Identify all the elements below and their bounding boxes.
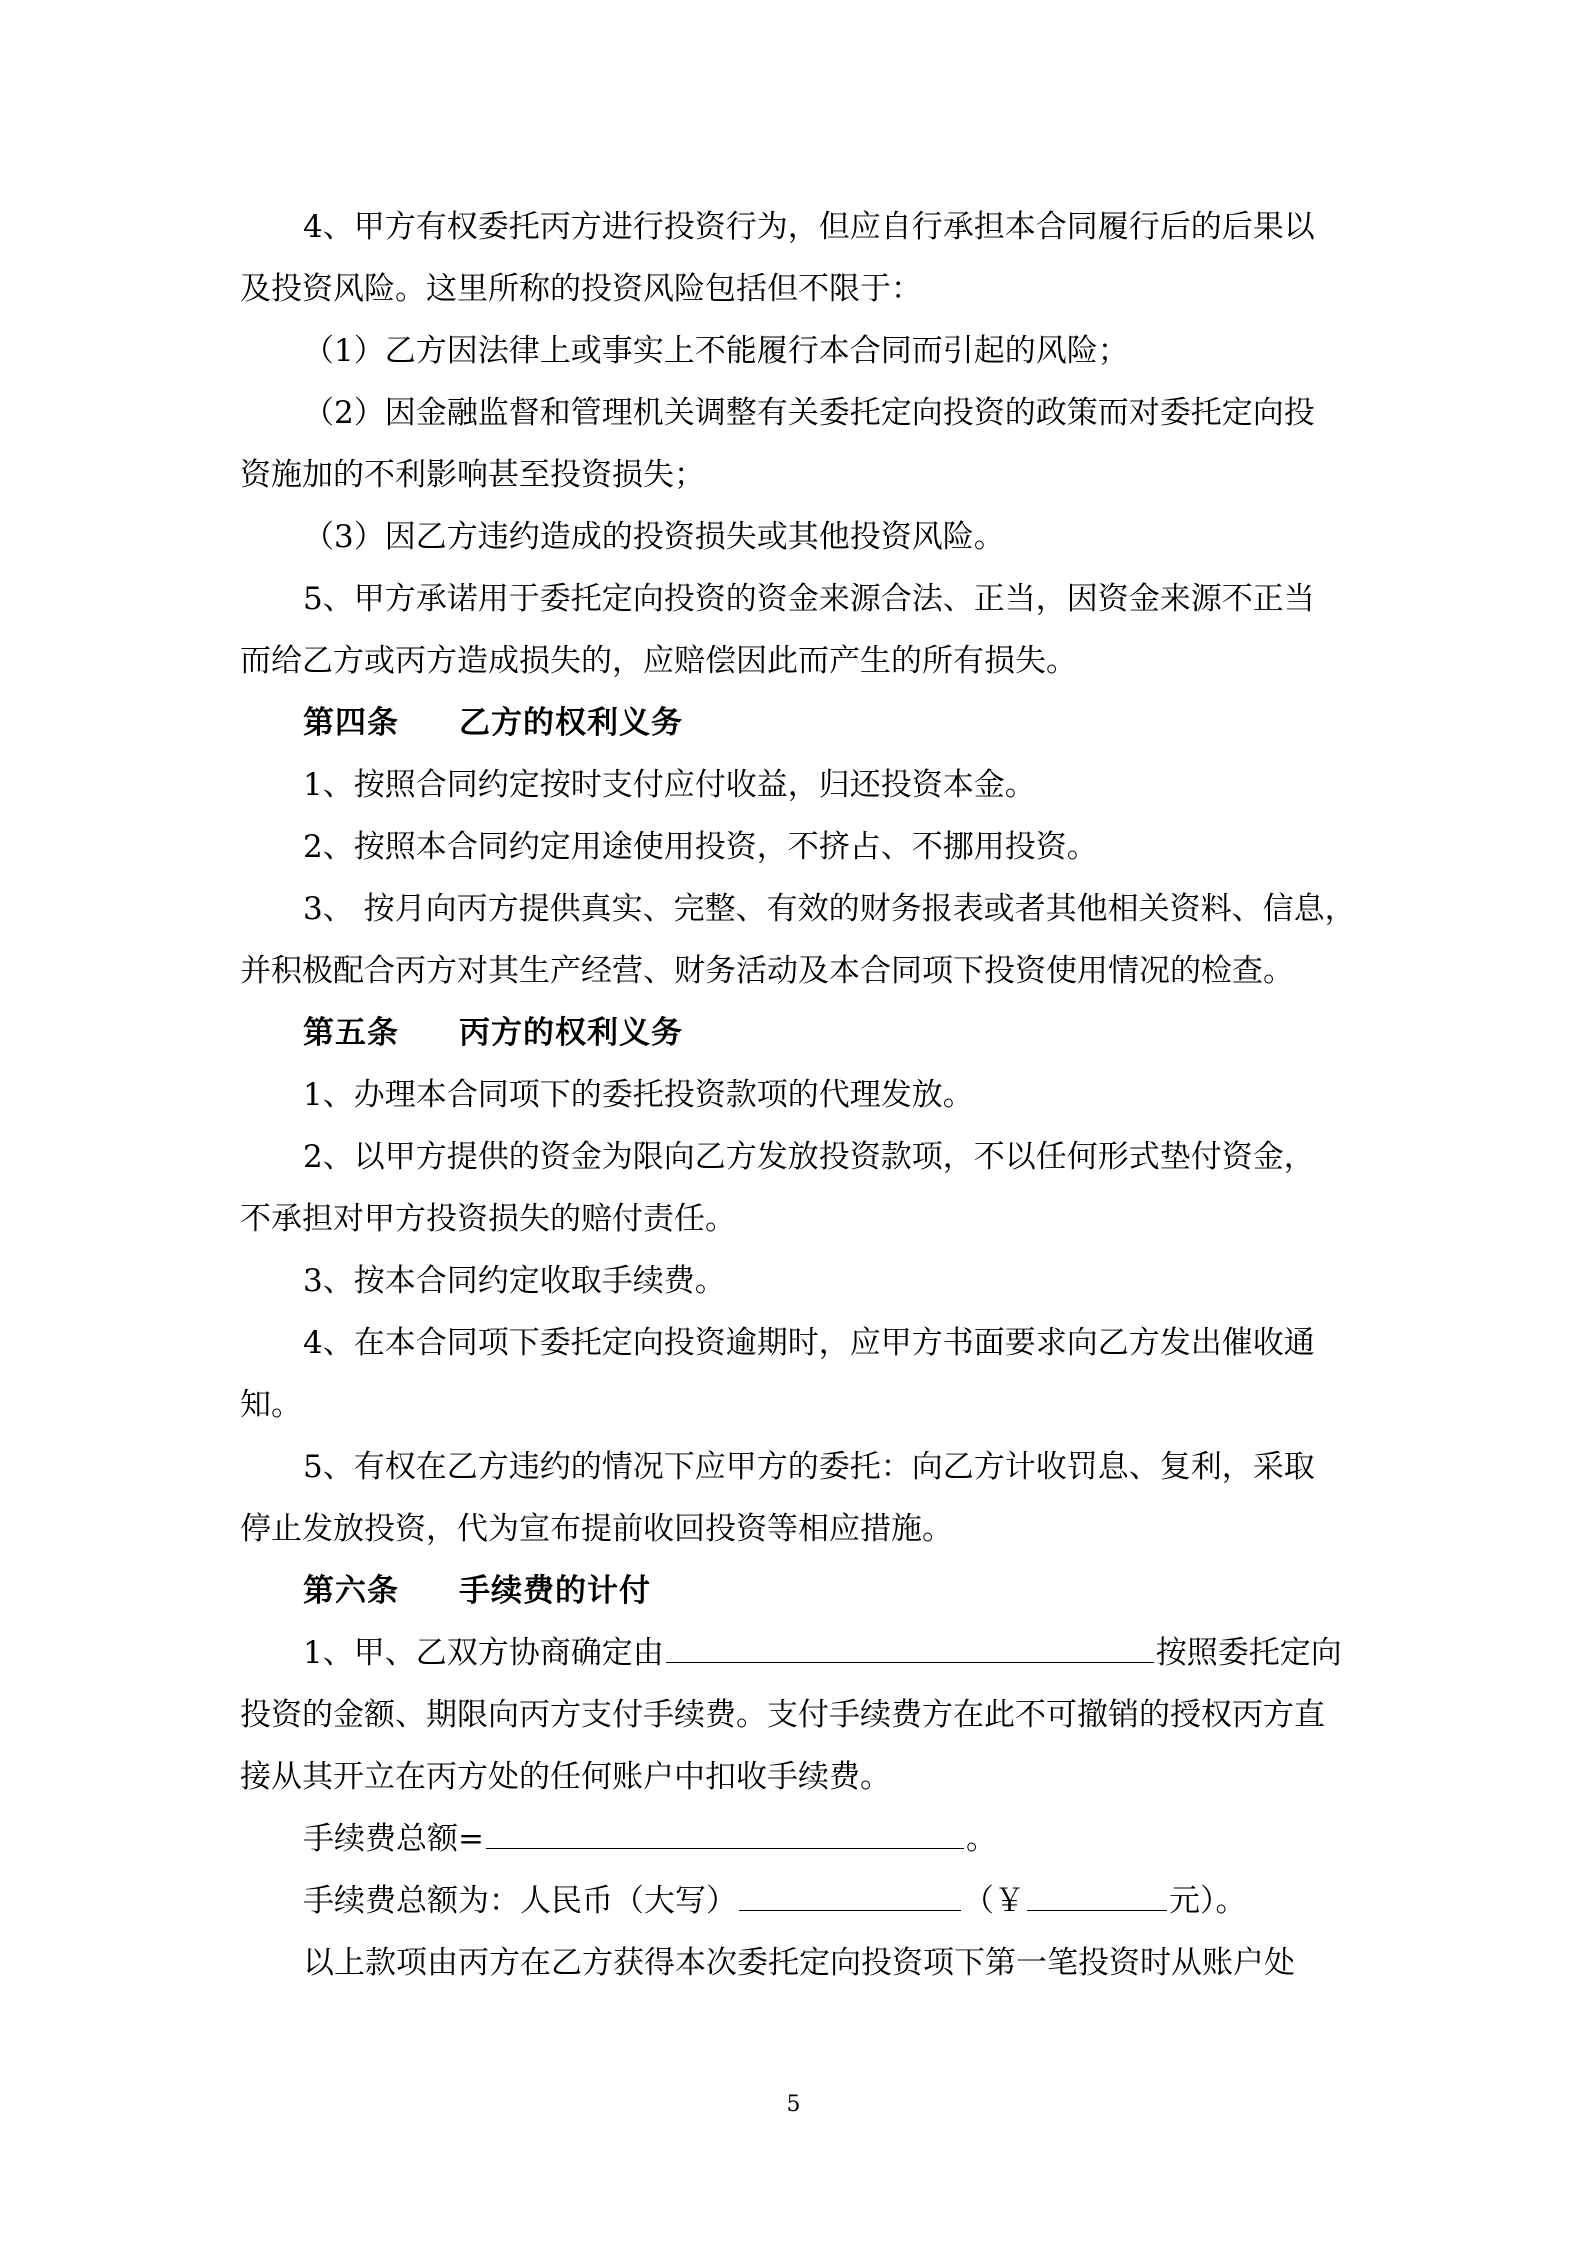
paragraph-line: 5、有权在乙方违约的情况下应甲方的委托：向乙方计收罚息、复利，采取 [303,1449,1315,1485]
paragraph-line [240,1870,1350,1932]
document-body [240,196,1356,1994]
article-5-heading [240,1002,1350,1064]
paragraph-line: 2、以甲方提供的资金为限向乙方发放投资款项，不以任何形式垫付资金， [303,1139,1315,1175]
paragraph-line: 并积极配合丙方对其生产经营、财务活动及本合同项下投资使用情况的检查。 [240,953,1294,989]
fill-in-blank-amount-words[interactable] [739,1882,961,1911]
article-title: 乙方的权利义务 [459,705,683,741]
article-number: 第五条 [303,1015,399,1051]
paragraph-line: 接从其开立在丙方处的任何账户中扣收手续费。 [240,1759,891,1795]
paragraph-line: 1、按照合同约定按时支付应付收益，归还投资本金。 [303,767,1036,803]
paragraph-line: 2、按照本合同约定用途使用投资，不挤占、不挪用投资。 [303,829,1098,865]
article-title: 丙方的权利义务 [459,1015,683,1051]
article-4-heading [240,692,1350,754]
paragraph-line: 知。 [240,1387,302,1423]
paragraph-line [240,1808,1350,1870]
paragraph-line: 3、按本合同约定收取手续费。 [303,1263,726,1299]
paragraph-line: 5、甲方承诺用于委托定向投资的资金来源合法、正当，因资金来源不正当 [303,581,1315,617]
text-run: （￥ [963,1883,1025,1919]
article-title: 手续费的计付 [459,1573,651,1609]
paragraph-line: （3）因乙方违约造成的投资损失或其他投资风险。 [303,519,1005,555]
paragraph-line: （1）乙方因法律上或事实上不能履行本合同而引起的风险； [303,333,1129,369]
paragraph-line: 4、在本合同项下委托定向投资逾期时，应甲方书面要求向乙方发出催收通 [303,1325,1315,1361]
article-6-heading [240,1560,1350,1622]
text-run: 。 [965,1821,997,1857]
paragraph-line [240,1622,1350,1684]
paragraph-line: 3、 按月向丙方提供真实、完整、有效的财务报表或者其他相关资料、信息， [303,891,1356,927]
paragraph-line: 以上款项由丙方在乙方获得本次委托定向投资项下第一笔投资时从账户处 [303,1945,1295,1981]
paragraph-line: 1、办理本合同项下的委托投资款项的代理发放。 [303,1077,974,1113]
paragraph-line: 而给乙方或丙方造成损失的，应赔偿因此而产生的所有损失。 [240,643,1077,679]
text-run: 手续费总额为：人民币（大写） [303,1883,737,1919]
fill-in-blank-payer[interactable] [666,1634,1154,1663]
article-number: 第四条 [303,705,399,741]
text-run: 元）。 [1169,1883,1247,1919]
paragraph-line: 及投资风险。这里所称的投资风险包括但不限于： [240,271,922,307]
paragraph-line: 停止发放投资，代为宣布提前收回投资等相应措施。 [240,1511,953,1547]
paragraph-line: 4、甲方有权委托丙方进行投资行为，但应自行承担本合同履行后的后果以 [303,209,1315,245]
paragraph-line: （2）因金融监督和管理机关调整有关委托定向投资的政策而对委托定向投 [303,395,1315,431]
fill-in-blank-fee-total[interactable] [486,1820,964,1849]
paragraph-line: 投资的金额、期限向丙方支付手续费。支付手续费方在此不可撤销的授权丙方直 [240,1697,1325,1733]
paragraph-line: 不承担对甲方投资损失的赔付责任。 [240,1201,736,1237]
paragraph-line: 资施加的不利影响甚至投资损失； [240,457,705,493]
page-number: 5 [786,2092,801,2117]
fill-in-blank-amount-figures[interactable] [1027,1882,1167,1911]
text-run: 1、甲、乙双方协商确定由 [303,1635,664,1671]
text-run: 手续费总额= [303,1821,484,1857]
article-number: 第六条 [303,1573,399,1609]
text-run: 按照委托定向 [1155,1635,1342,1671]
